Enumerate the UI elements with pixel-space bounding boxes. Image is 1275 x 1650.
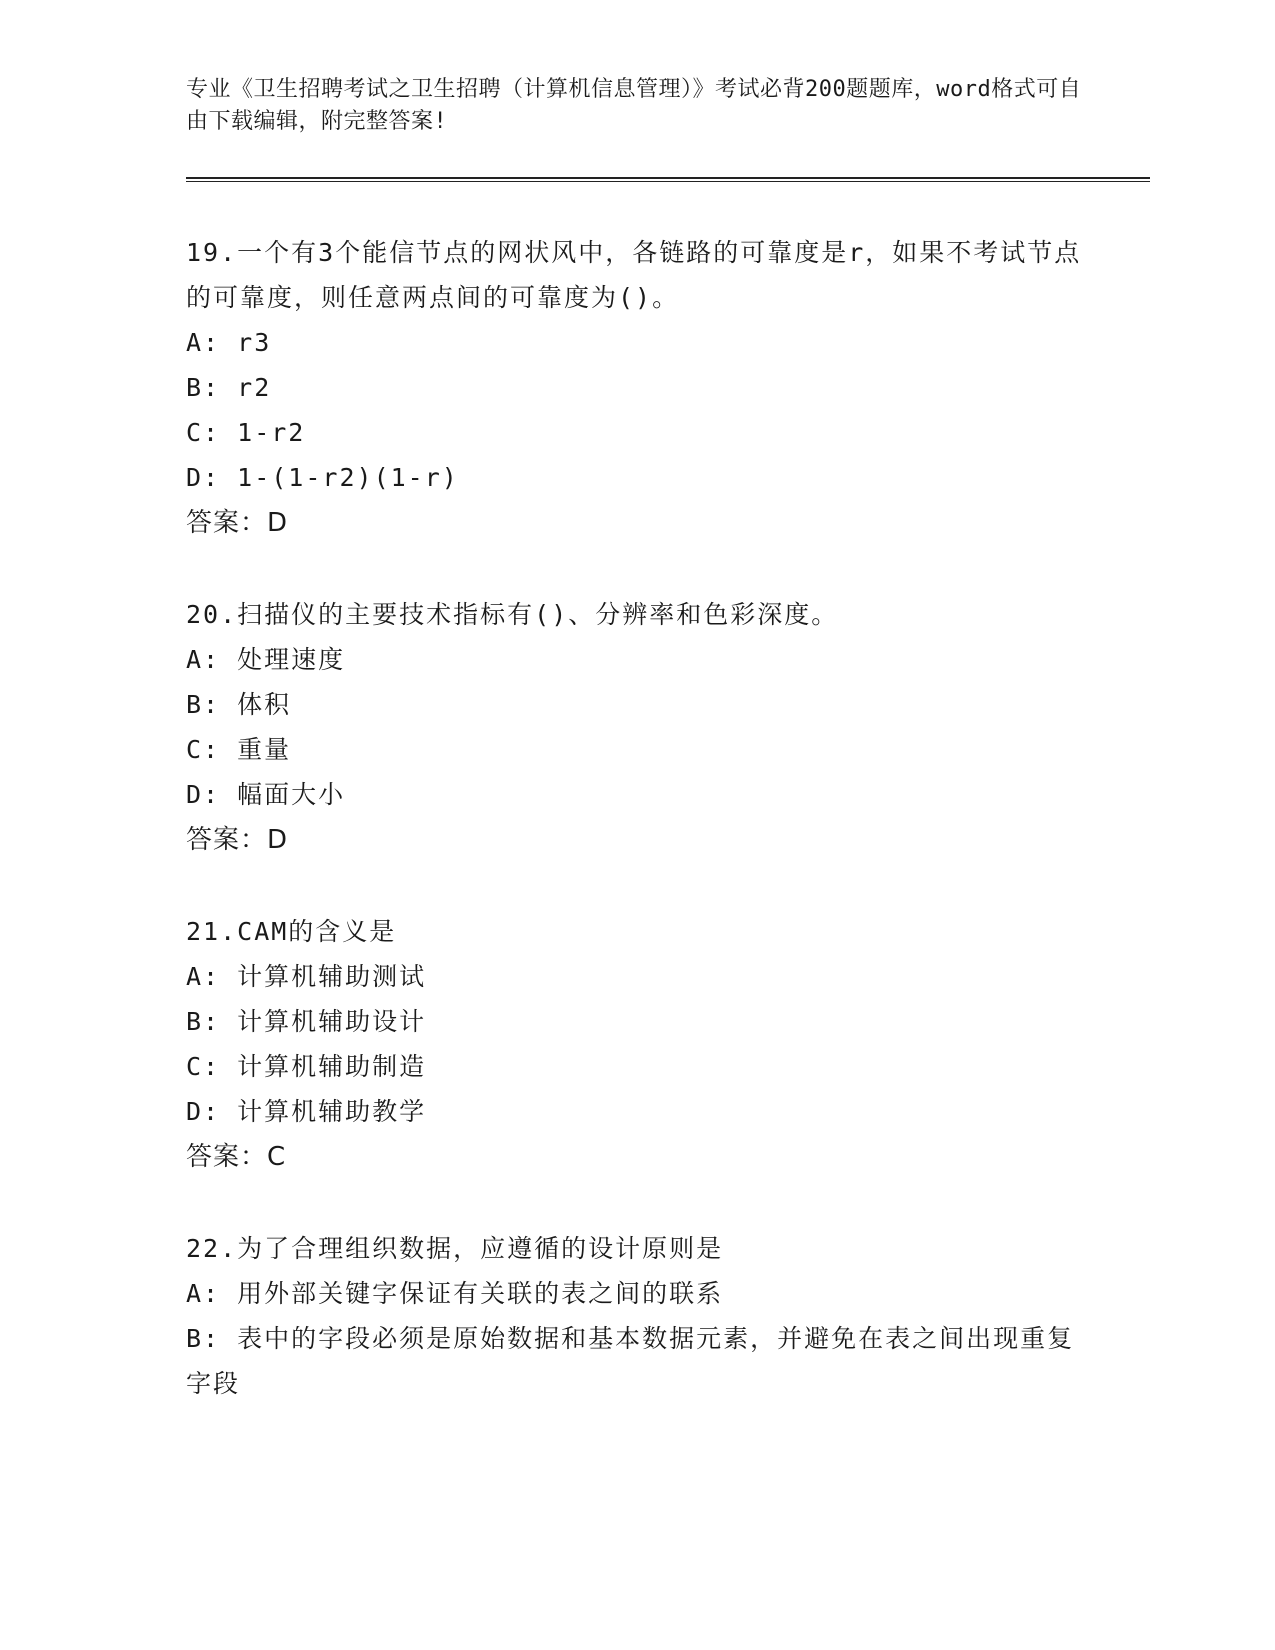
- option-b: B: 体积: [186, 690, 292, 719]
- question-22: [186, 1226, 1086, 1406]
- option-a: A: 用外部关键字保证有关联的表之间的联系: [186, 1279, 724, 1308]
- option-d: D: 计算机辅助教学: [186, 1097, 427, 1126]
- question-19: [186, 230, 1086, 546]
- option-b: B: 计算机辅助设计: [186, 1007, 427, 1036]
- answer: 答案：D: [186, 825, 289, 855]
- option-d: D: 1-(1-r2)(1-r): [186, 463, 459, 492]
- question-list: [186, 230, 1086, 1452]
- option-a: A: 处理速度: [186, 645, 346, 674]
- option-c: C: 计算机辅助制造: [186, 1052, 427, 1081]
- question-21: [186, 909, 1086, 1180]
- document-header: 专业《卫生招聘考试之卫生招聘（计算机信息管理）》考试必背200题题库，word格式可自由下载编辑，附完整答案!: [186, 77, 1082, 134]
- option-b: B: 表中的字段必须是原始数据和基本数据元素，并避免在表之间出现重复字段: [186, 1324, 1075, 1398]
- option-a: A: r3: [186, 328, 272, 357]
- option-c: C: 重量: [186, 735, 292, 764]
- answer: 答案：C: [186, 1142, 287, 1172]
- question-text: 19.一个有3个能信节点的网状风中，各链路的可靠度是r，如果不考试节点的可靠度，则任意两点间的可靠度为()。: [186, 238, 1082, 312]
- answer: 答案：D: [186, 508, 289, 538]
- header-divider: [186, 177, 1150, 182]
- option-d: D: 幅面大小: [186, 780, 346, 809]
- option-b: B: r2: [186, 373, 272, 402]
- option-a: A: 计算机辅助测试: [186, 962, 427, 991]
- question-text: 20.扫描仪的主要技术指标有()、分辨率和色彩深度。: [186, 600, 839, 629]
- option-c: C: 1-r2: [186, 418, 306, 447]
- question-20: [186, 592, 1086, 863]
- question-text: 21.CAM的含义是: [186, 917, 397, 946]
- question-text: 22.为了合理组织数据，应遵循的设计原则是: [186, 1234, 724, 1263]
